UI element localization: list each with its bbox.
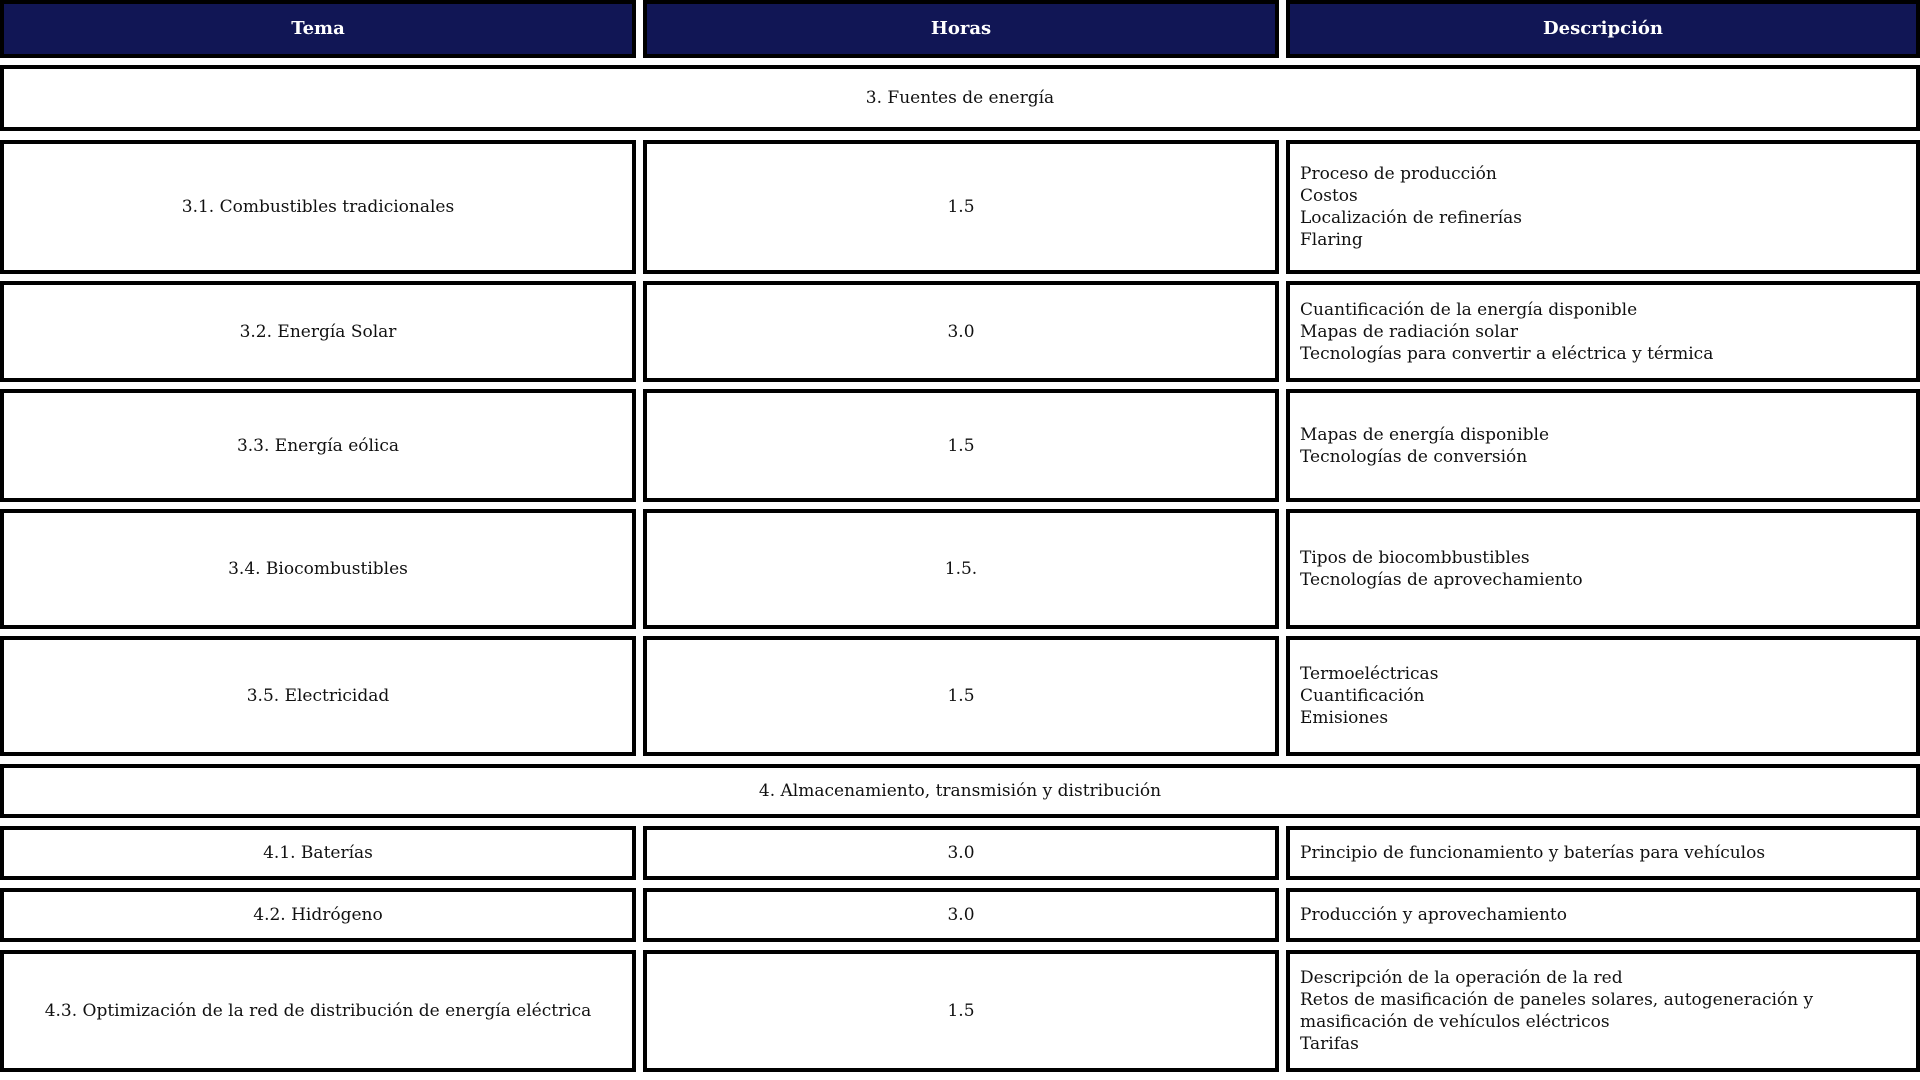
descripcion-line: Tecnologías de aprovechamiento <box>1300 570 1583 590</box>
table-header-row <box>0 0 1920 58</box>
tema-cell: 3.2. Energía Solar <box>0 281 636 382</box>
table-row <box>0 636 1920 756</box>
tema-cell: 3.5. Electricidad <box>0 636 636 756</box>
descripcion-line: Mapas de energía disponible <box>1300 424 1550 445</box>
header-tema: Tema <box>0 0 636 58</box>
header-horas: Horas <box>643 0 1279 58</box>
descripcion-cell <box>1286 509 1920 629</box>
table-row <box>0 389 1920 502</box>
descripcion-cell <box>1286 140 1920 274</box>
descripcion-line: Localización de refinerías <box>1300 208 1522 228</box>
descripcion-line: Cuantificación <box>1300 686 1425 706</box>
horas-cell: 3.0 <box>643 281 1279 382</box>
descripcion-line: Proceso de producción <box>1300 164 1497 184</box>
descripcion-line: Tipos de biocombbustibles <box>1300 548 1530 568</box>
horas-cell: 3.0 <box>643 826 1279 880</box>
table-row <box>0 826 1920 880</box>
section-row <box>0 764 1920 818</box>
descripcion-line: Producción y aprovechamiento <box>1300 905 1567 925</box>
horas-cell: 3.0 <box>643 888 1279 942</box>
tema-cell: 4.2. Hidrógeno <box>0 888 636 942</box>
descripcion-line: Termoeléctricas <box>1300 664 1439 684</box>
descripcion-line: Mapas de radiación solar <box>1300 321 1518 342</box>
descripcion-cell <box>1286 888 1920 942</box>
table-row <box>0 950 1920 1072</box>
section-row <box>0 65 1920 131</box>
tema-cell: 3.3. Energía eólica <box>0 389 636 502</box>
descripcion-line: Descripción de la operación de la red <box>1300 968 1623 988</box>
descripcion-cell <box>1286 389 1920 502</box>
tema-cell: 4.1. Baterías <box>0 826 636 880</box>
section-title: 4. Almacenamiento, transmisión y distribución <box>0 764 1920 818</box>
tema-cell: 3.1. Combustibles tradicionales <box>0 140 636 274</box>
horas-cell: 1.5. <box>643 509 1279 629</box>
descripcion-line: Tecnologías de conversión <box>1300 446 1528 467</box>
descripcion-line: Principio de funcionamiento y baterías para vehículos <box>1300 843 1766 863</box>
descripcion-line: Costos <box>1300 186 1358 206</box>
tema-cell: 4.3. Optimización de la red de distribución de energía eléctrica <box>0 950 636 1072</box>
table-row <box>0 140 1920 274</box>
table-row <box>0 888 1920 942</box>
descripcion-line: Retos de masificación de paneles solares, autogeneración y masificación de vehículos eléctricos <box>1300 990 1814 1032</box>
descripcion-line: Flaring <box>1300 230 1363 250</box>
descripcion-cell <box>1286 950 1920 1072</box>
horas-cell: 1.5 <box>643 950 1279 1072</box>
tema-cell: 3.4. Biocombustibles <box>0 509 636 629</box>
horas-cell: 1.5 <box>643 140 1279 274</box>
header-descripcion: Descripción <box>1286 0 1920 58</box>
descripcion-cell <box>1286 281 1920 382</box>
descripcion-line: Cuantificación de la energía disponible <box>1300 299 1638 320</box>
descripcion-line: Tarifas <box>1300 1034 1359 1054</box>
table-row <box>0 281 1920 382</box>
horas-cell: 1.5 <box>643 389 1279 502</box>
descripcion-line: Tecnologías para convertir a eléctrica y térmica <box>1300 343 1714 364</box>
descripcion-cell <box>1286 826 1920 880</box>
descripcion-cell <box>1286 636 1920 756</box>
table-row <box>0 509 1920 629</box>
descripcion-line: Emisiones <box>1300 708 1389 728</box>
section-title: 3. Fuentes de energía <box>0 65 1920 131</box>
horas-cell: 1.5 <box>643 636 1279 756</box>
